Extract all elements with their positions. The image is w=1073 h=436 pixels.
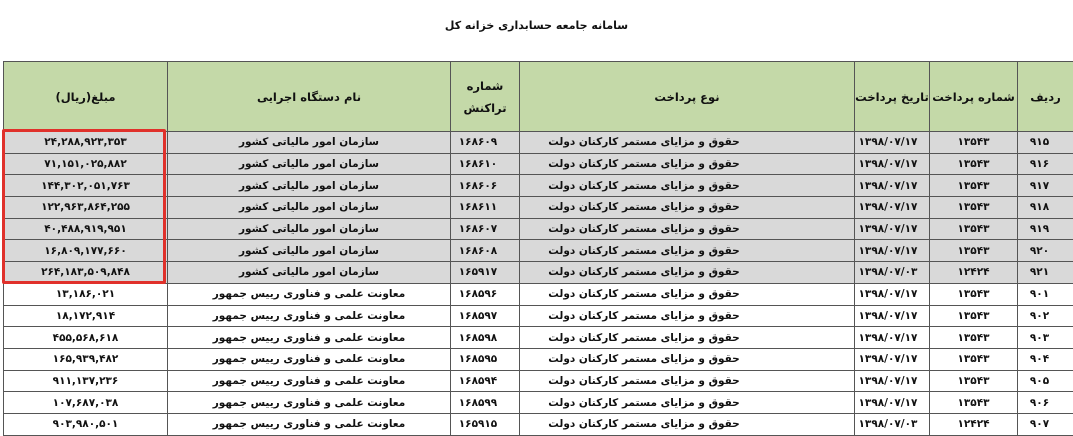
payment-number-cell[interactable]: ۱۳۵۴۳ [930, 240, 1018, 262]
amount-cell[interactable]: ۱۶,۸۰۹,۱۷۷,۶۶۰ [4, 240, 168, 262]
page-title: سامانه جامعه حسابداری خزانه کل [0, 19, 1073, 32]
agency-cell[interactable]: معاونت علمی و فناوری رییس جمهور [168, 413, 451, 435]
amount-cell[interactable]: ۴۵۵,۵۶۸,۶۱۸ [4, 327, 168, 349]
payment-number-cell[interactable]: ۱۳۵۴۳ [930, 283, 1018, 305]
payment-number-cell[interactable]: ۱۳۵۴۳ [930, 153, 1018, 175]
table-row[interactable] [4, 132, 1073, 154]
transaction-number-cell[interactable]: ۱۶۸۵۹۴ [451, 370, 520, 392]
transaction-number-cell[interactable]: ۱۶۸۵۹۸ [451, 327, 520, 349]
transaction-number-cell[interactable]: ۱۶۸۵۹۷ [451, 305, 520, 327]
agency-cell[interactable]: معاونت علمی و فناوری رییس جمهور [168, 283, 451, 305]
payment-date-cell[interactable]: ۱۳۹۸/۰۷/۱۷ [855, 218, 930, 240]
payment-date-cell[interactable]: ۱۳۹۸/۰۷/۱۷ [855, 175, 930, 197]
table-body [4, 132, 1073, 436]
row-number-cell[interactable]: ۹۲۱ [1018, 262, 1073, 284]
payment-type-cell[interactable]: حقوق و مزایای مستمر کارکنان دولت [520, 262, 855, 284]
amount-cell[interactable]: ۲۴,۲۸۸,۹۲۳,۳۵۳ [4, 132, 168, 154]
payment-number-cell[interactable]: ۱۳۵۴۳ [930, 218, 1018, 240]
payment-type-cell[interactable]: حقوق و مزایای مستمر کارکنان دولت [520, 132, 855, 154]
payment-type-cell[interactable]: حقوق و مزایای مستمر کارکنان دولت [520, 175, 855, 197]
agency-cell[interactable]: معاونت علمی و فناوری رییس جمهور [168, 327, 451, 349]
agency-cell[interactable]: سازمان امور مالیاتی کشور [168, 175, 451, 197]
row-number-cell[interactable]: ۹۰۱ [1018, 283, 1073, 305]
payment-number-cell[interactable]: ۱۳۵۴۳ [930, 132, 1018, 154]
amount-cell[interactable]: ۹۰۳,۹۸۰,۵۰۱ [4, 413, 168, 435]
table-row[interactable] [4, 175, 1073, 197]
table-row[interactable] [4, 392, 1073, 414]
table-row[interactable] [4, 348, 1073, 370]
header-payment-type[interactable]: نوع پرداخت [520, 62, 855, 132]
payment-date-cell[interactable]: ۱۳۹۸/۰۷/۱۷ [855, 370, 930, 392]
table-row[interactable] [4, 240, 1073, 262]
agency-cell[interactable]: سازمان امور مالیاتی کشور [168, 218, 451, 240]
payment-type-cell[interactable]: حقوق و مزایای مستمر کارکنان دولت [520, 218, 855, 240]
amount-cell[interactable]: ۱۸,۱۷۲,۹۱۴ [4, 305, 168, 327]
payment-date-cell[interactable]: ۱۳۹۸/۰۷/۱۷ [855, 305, 930, 327]
header-row [4, 62, 1073, 132]
table-row[interactable] [4, 327, 1073, 349]
table-row[interactable] [4, 153, 1073, 175]
row-number-cell[interactable]: ۹۱۶ [1018, 153, 1073, 175]
transaction-number-cell[interactable]: ۱۶۸۶۱۰ [451, 153, 520, 175]
payment-number-cell[interactable]: ۱۲۴۲۴ [930, 413, 1018, 435]
payment-type-cell[interactable]: حقوق و مزایای مستمر کارکنان دولت [520, 153, 855, 175]
payment-number-cell[interactable]: ۱۳۵۴۳ [930, 392, 1018, 414]
payment-type-cell[interactable]: حقوق و مزایای مستمر کارکنان دولت [520, 327, 855, 349]
payment-date-cell[interactable]: ۱۳۹۸/۰۷/۱۷ [855, 348, 930, 370]
agency-cell[interactable]: سازمان امور مالیاتی کشور [168, 240, 451, 262]
transaction-number-cell[interactable]: ۱۶۸۵۹۶ [451, 283, 520, 305]
header-payment-number[interactable]: شماره پرداخت [930, 62, 1018, 132]
agency-cell[interactable]: معاونت علمی و فناوری رییس جمهور [168, 305, 451, 327]
amount-cell[interactable]: ۲۶۴,۱۸۳,۵۰۹,۸۴۸ [4, 262, 168, 284]
agency-cell[interactable]: معاونت علمی و فناوری رییس جمهور [168, 392, 451, 414]
payment-type-cell[interactable]: حقوق و مزایای مستمر کارکنان دولت [520, 305, 855, 327]
payment-date-cell[interactable]: ۱۳۹۸/۰۷/۱۷ [855, 392, 930, 414]
payment-type-cell[interactable]: حقوق و مزایای مستمر کارکنان دولت [520, 392, 855, 414]
amount-cell[interactable]: ۱۳,۱۸۶,۰۲۱ [4, 283, 168, 305]
payment-type-cell[interactable]: حقوق و مزایای مستمر کارکنان دولت [520, 413, 855, 435]
payment-date-cell[interactable]: ۱۳۹۸/۰۷/۱۷ [855, 132, 930, 154]
payment-date-cell[interactable]: ۱۳۹۸/۰۷/۱۷ [855, 283, 930, 305]
row-number-cell[interactable]: ۹۰۷ [1018, 413, 1073, 435]
transaction-number-cell[interactable]: ۱۶۸۶۰۶ [451, 175, 520, 197]
payment-type-cell[interactable]: حقوق و مزایای مستمر کارکنان دولت [520, 348, 855, 370]
row-number-cell[interactable]: ۹۱۵ [1018, 132, 1073, 154]
payment-date-cell[interactable]: ۱۳۹۸/۰۷/۱۷ [855, 153, 930, 175]
transaction-number-cell[interactable]: ۱۶۸۵۹۵ [451, 348, 520, 370]
payment-date-cell[interactable]: ۱۳۹۸/۰۷/۰۳ [855, 262, 930, 284]
payment-number-cell[interactable]: ۱۳۵۴۳ [930, 197, 1018, 219]
table-row[interactable] [4, 370, 1073, 392]
payment-type-cell[interactable]: حقوق و مزایای مستمر کارکنان دولت [520, 370, 855, 392]
row-number-cell[interactable]: ۹۱۹ [1018, 218, 1073, 240]
payment-number-cell[interactable]: ۱۳۵۴۳ [930, 327, 1018, 349]
payment-date-cell[interactable]: ۱۳۹۸/۰۷/۱۷ [855, 197, 930, 219]
header-transaction-number[interactable]: شماره تراکنش [451, 62, 520, 132]
payment-date-cell[interactable]: ۱۳۹۸/۰۷/۱۷ [855, 327, 930, 349]
table-row[interactable] [4, 283, 1073, 305]
payment-date-cell[interactable]: ۱۳۹۸/۰۷/۱۷ [855, 240, 930, 262]
payment-number-cell[interactable]: ۱۲۴۲۴ [930, 262, 1018, 284]
agency-cell[interactable]: سازمان امور مالیاتی کشور [168, 197, 451, 219]
payment-number-cell[interactable]: ۱۳۵۴۳ [930, 370, 1018, 392]
amount-cell[interactable]: ۱۲۲,۹۶۳,۸۶۴,۲۵۵ [4, 197, 168, 219]
header-payment-date[interactable]: تاریخ پرداخت [855, 62, 930, 132]
payments-table [3, 61, 1073, 436]
payment-date-cell[interactable]: ۱۳۹۸/۰۷/۰۳ [855, 413, 930, 435]
table-row[interactable] [4, 218, 1073, 240]
payment-number-cell[interactable]: ۱۳۵۴۳ [930, 175, 1018, 197]
amount-cell[interactable]: ۱۰۷,۶۸۷,۰۳۸ [4, 392, 168, 414]
payment-type-cell[interactable]: حقوق و مزایای مستمر کارکنان دولت [520, 197, 855, 219]
payment-number-cell[interactable]: ۱۳۵۴۳ [930, 348, 1018, 370]
header-agency[interactable]: نام دستگاه اجرایی [168, 62, 451, 132]
transaction-number-cell[interactable]: ۱۶۸۶۰۷ [451, 218, 520, 240]
payment-number-cell[interactable]: ۱۳۵۴۳ [930, 305, 1018, 327]
transaction-number-cell[interactable]: ۱۶۸۶۰۸ [451, 240, 520, 262]
row-number-cell[interactable]: ۹۰۳ [1018, 327, 1073, 349]
transaction-number-cell[interactable]: ۱۶۵۹۱۵ [451, 413, 520, 435]
row-number-cell[interactable]: ۹۰۲ [1018, 305, 1073, 327]
payment-type-cell[interactable]: حقوق و مزایای مستمر کارکنان دولت [520, 283, 855, 305]
agency-cell[interactable]: معاونت علمی و فناوری رییس جمهور [168, 370, 451, 392]
amount-cell[interactable]: ۱۴۴,۳۰۲,۰۵۱,۷۶۳ [4, 175, 168, 197]
row-number-cell[interactable]: ۹۱۸ [1018, 197, 1073, 219]
row-number-cell[interactable]: ۹۱۷ [1018, 175, 1073, 197]
amount-cell[interactable]: ۴۰,۴۸۸,۹۱۹,۹۵۱ [4, 218, 168, 240]
transaction-number-cell[interactable]: ۱۶۸۵۹۹ [451, 392, 520, 414]
agency-cell[interactable]: سازمان امور مالیاتی کشور [168, 153, 451, 175]
row-number-cell[interactable]: ۹۰۵ [1018, 370, 1073, 392]
table-row[interactable] [4, 197, 1073, 219]
amount-cell[interactable]: ۷۱,۱۵۱,۰۲۵,۸۸۲ [4, 153, 168, 175]
row-number-cell[interactable]: ۹۲۰ [1018, 240, 1073, 262]
header-amount[interactable]: مبلغ(ریال) [4, 62, 168, 132]
row-number-cell[interactable]: ۹۰۶ [1018, 392, 1073, 414]
table-row[interactable] [4, 305, 1073, 327]
agency-cell[interactable]: سازمان امور مالیاتی کشور [168, 262, 451, 284]
amount-cell[interactable]: ۹۱۱,۱۳۷,۲۳۶ [4, 370, 168, 392]
table-row[interactable] [4, 413, 1073, 435]
transaction-number-cell[interactable]: ۱۶۸۶۱۱ [451, 197, 520, 219]
transaction-number-cell[interactable]: ۱۶۸۶۰۹ [451, 132, 520, 154]
agency-cell[interactable]: سازمان امور مالیاتی کشور [168, 132, 451, 154]
amount-cell[interactable]: ۱۶۵,۹۳۹,۴۸۲ [4, 348, 168, 370]
row-number-cell[interactable]: ۹۰۴ [1018, 348, 1073, 370]
header-row-number[interactable]: ردیف [1018, 62, 1073, 132]
agency-cell[interactable]: معاونت علمی و فناوری رییس جمهور [168, 348, 451, 370]
transaction-number-cell[interactable]: ۱۶۵۹۱۷ [451, 262, 520, 284]
payment-type-cell[interactable]: حقوق و مزایای مستمر کارکنان دولت [520, 240, 855, 262]
table-row[interactable] [4, 262, 1073, 284]
